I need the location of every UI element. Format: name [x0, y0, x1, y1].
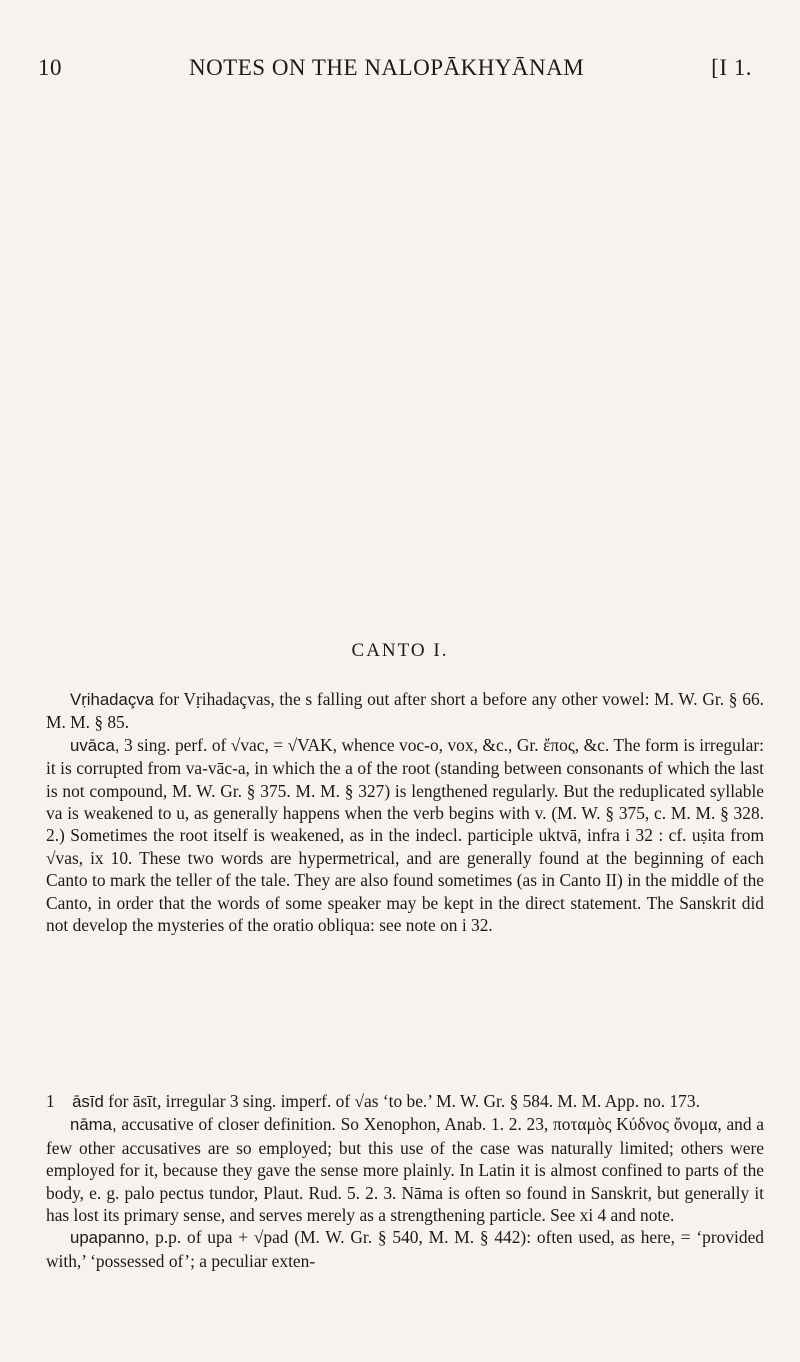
note-text: for Vṛihadaçvas, the s falling out after short a before any other vowel: M. W. Gr. § 66. M. M. § 85.: [46, 689, 764, 733]
note-paragraph: [46, 734, 764, 937]
note-lemma: Vṛihadaçva: [70, 690, 154, 709]
note-paragraph: [46, 1226, 764, 1272]
running-title: NOTES ON THE NALOPĀKHYĀNAM: [188, 55, 585, 80]
verse-notes: [46, 1090, 764, 1272]
note-text: 3 sing. perf. of √vac, = √VAK, whence voc-o, vox, &c., Gr. ἔπος, &c. The form is irregular: it is corrupted from va-vāc-a, in which the a of the root (standing between consonants of which the last is not compound, M. W. Gr. § 375. M. M. § 327) is lengthened regularly. But the reduplicated syllable va is weakened to u, as generally happens when the verb begins with v. (M. W. § 375, c. M. M. § 328. 2.) Sometimes the root itself is weakened, as in the indecl. participle uktvā, infra i 32 : cf. uṣita from √vas, ix 10. These two words are hypermetrical, and are generally found at the beginning of each Canto to mark the teller of the tale. They are also found sometimes (as in Canto II) in the middle of the Canto, in order that the words of some speaker may be kept in the direct statement. The Sanskrit did not develop the mysteries of the oratio obliqua: see note on i 32.: [46, 734, 764, 936]
verse-number: 1: [46, 1091, 55, 1111]
verse-note: [46, 1090, 764, 1113]
note-lemma: nāma,: [70, 1115, 117, 1135]
note-text: for āsīt, irregular 3 sing. imperf. of √as ‘to be.’ M. W. Gr. § 584. M. M. App. no. 173.: [103, 1091, 700, 1111]
note-text: accusative of closer definition. So Xenophon, Anab. 1. 2. 23, ποταμὸς Κύδνος ὄνομα, and a few other accusatives are so employed; but this use of the case was naturally limited; others were employed for it, because they gave the sense more plainly. In Latin it is almost confined to parts of the body, e. g. palo pectus tundor, Plaut. Rud. 5. 2. 3. Nāma is often so found in Sanskrit, but generally it has lost its primary sense, and serves merely as a strengthening particle. See xi 4 and note.: [46, 1114, 764, 1226]
canto-heading: CANTO I.: [351, 640, 449, 661]
note-paragraph: [46, 1113, 764, 1226]
note-paragraph: [46, 688, 764, 734]
note-lemma: upapanno,: [70, 1228, 150, 1248]
note-lemma: uvāca,: [70, 735, 120, 755]
section-reference: [I 1.: [711, 55, 752, 80]
note-lemma: āsīd: [72, 1092, 104, 1111]
running-header: [38, 55, 752, 81]
intro-notes: [46, 688, 764, 936]
page-number: 10: [38, 55, 62, 80]
note-text: p.p. of upa + √pad (M. W. Gr. § 540, M. M. § 442): often used, as here, = ‘provided with,’ ‘possessed of’; a peculiar exten-: [46, 1227, 764, 1271]
